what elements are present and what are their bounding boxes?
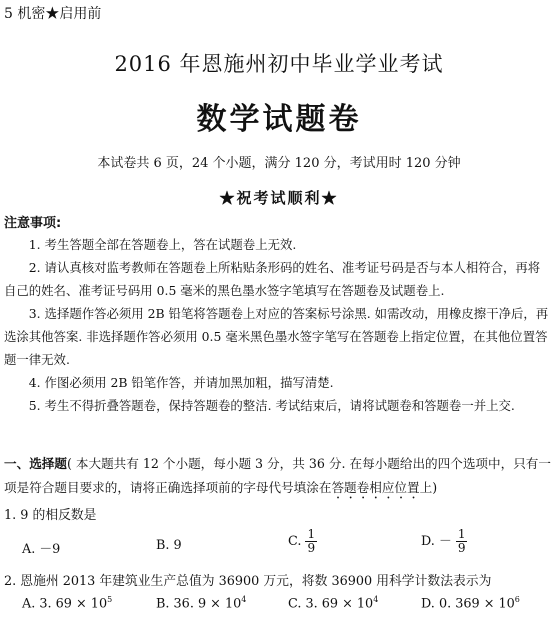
q2-option-b: B. 36. $9 \times 10^4$ bbox=[156, 595, 247, 612]
section-desc: ( 本大题共有 12 个小题，每小题 3 分，共 36 分. 在每小题给出的四个选项中，只有一项是符合题目要求的，请将正确选择项前的字母代号填涂在答题卷相应位置上) bbox=[4, 456, 551, 495]
emphasized-text: 答题卷相应位置 bbox=[331, 480, 420, 495]
fraction-one-ninth: $\frac{1}{9}$ bbox=[457, 527, 466, 555]
q1-option-d: D. － $\frac{1}{9}$ bbox=[421, 527, 466, 555]
note-item-3: 3. 选择题作答必须用 2B 铅笔将答题卷上对应的答案标号涂黑. 如需改动，用橡皮擦干净后，再选涂其他答案. 非选择题作答必须用 0.5 毫米黑色墨水签字笔写在答题卷上指定位置，在其他位置答题一律无效. bbox=[4, 306, 549, 367]
q1-option-a: A. －9 bbox=[22, 542, 61, 557]
notes-title: 注意事项: bbox=[4, 216, 62, 231]
question-2-stem: 2. 恩施州 2013 年建筑业生产总值为 36900 万元，将数 36900 用科学计数法表示为 bbox=[4, 574, 492, 589]
q1-option-b: B. 9 bbox=[156, 538, 182, 553]
note-item-5: 5. 考生不得折叠答题卷，保持答题卷的整洁. 考试结束后，请将试题卷和答题卷一并上交. bbox=[28, 398, 515, 413]
exam-info: 本试卷共 6 页，24 个小题，满分 120 分，考试用时 120 分钟 bbox=[97, 156, 461, 171]
q2-option-d: D. 0. $369 \times 10^6$ bbox=[421, 595, 520, 612]
fraction-one-ninth: $\frac{1}{9}$ bbox=[307, 527, 316, 555]
note-item-2: 2. 请认真核对监考教师在答题卷上所粘贴条形码的姓名、准考证号码是否与本人相符合，再将自己的姓名、准考证号码用 0.5 毫米的黑色墨水签字笔填写在答题卷及试题卷上. bbox=[4, 260, 541, 298]
confidential-flag: 5 机密★启用前 bbox=[4, 6, 102, 22]
q2-option-a: A. 3. $69 \times 10^5$ bbox=[22, 595, 113, 612]
exam-title: 2016 年恩施州初中毕业学业考试 bbox=[114, 52, 444, 76]
note-item-1: 1. 考生答题全部在答题卷上，答在试题卷上无效. bbox=[28, 237, 297, 252]
q1-option-c: C. $\frac{1}{9}$ bbox=[288, 527, 316, 555]
section-multiple-choice-header bbox=[4, 452, 554, 502]
q2-option-c: C. 3. $69 \times 10^4$ bbox=[288, 595, 379, 612]
section-label: 一、选择题 bbox=[4, 456, 67, 471]
question-1-stem: 1. 9 的相反数是 bbox=[4, 508, 97, 523]
note-item-4: 4. 作图必须用 2B 铅笔作答，并请加黑加粗，描写清楚. bbox=[28, 375, 334, 390]
good-luck-banner: ★祝考试顺利★ bbox=[219, 189, 339, 207]
subject-title: 数学试题卷 bbox=[196, 102, 362, 137]
notes-list bbox=[4, 233, 552, 417]
